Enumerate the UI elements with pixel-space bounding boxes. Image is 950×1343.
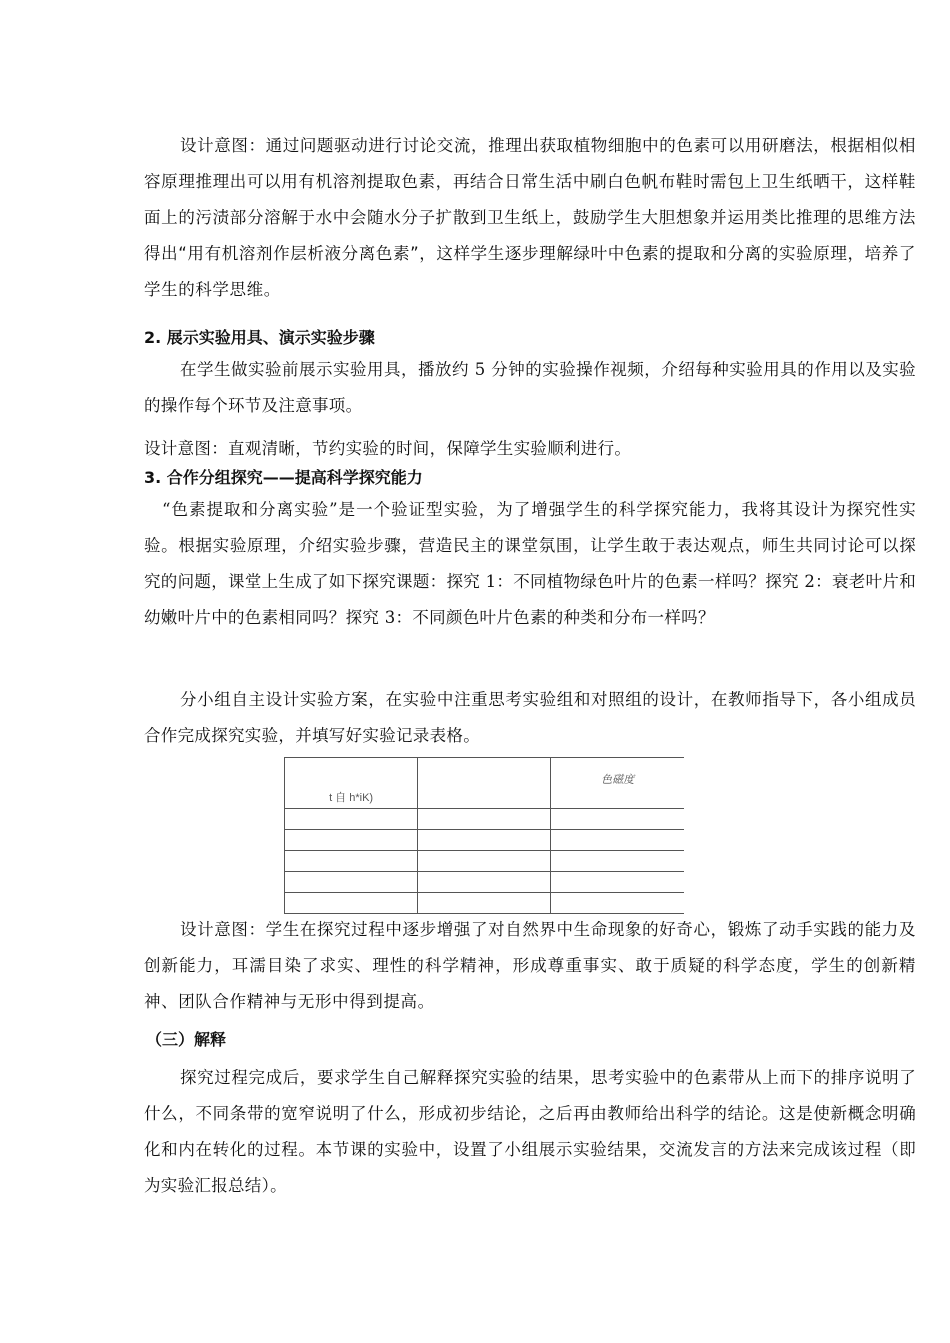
- table-row: [285, 872, 685, 893]
- table-cell: [418, 872, 551, 893]
- table-cell: [551, 809, 684, 830]
- table-cell: [551, 872, 684, 893]
- table-cell: [285, 830, 418, 851]
- table-row: [285, 830, 685, 851]
- section-heading-2: 2. 展示实验用具、演示实验步骤: [144, 328, 375, 347]
- table-row: [285, 809, 685, 830]
- design-intent-paragraph-1: 设计意图：通过问题驱动进行讨论交流，推理出获取植物细胞中的色素可以用研磨法，根据相似相容原理推理出可以用有机溶剂提取色素，再结合日常生活中刷白色帆布鞋时需包上卫生纸晒干，这样鞋面上的污渍部分溶解于水中会随水分子扩散到卫生纸上，鼓励学生大胆想象并运用类比推理的思维方法得出“用有机溶剂作层析液分离色素”，这样学生逐步理解绿叶中色素的提取和分离的实验原理，培养了学生的科学思维。: [144, 136, 916, 299]
- paragraph-group-inquiry: “色素提取和分离实验”是一个验证型实验，为了增强学生的科学探究能力，我将其设计为探究性实验。根据实验原理，介绍实验步骤，营造民主的课堂氛围，让学生敢于表达观点，师生共同讨论可以探究的问题，课堂上生成了如下探究课题：探究 1：不同植物绿色叶片的色素一样吗？探究 2：衰老叶片和幼嫩叶片中的色素相同吗？探究 3：不同颜色叶片色素的种类和分布一样吗？: [144, 500, 916, 627]
- paragraph-explain: 探究过程完成后，要求学生自己解释探究实验的结果，思考实验中的色素带从上而下的排序说明了什么，不同条带的宽窄说明了什么，形成初步结论，之后再由教师给出科学的结论。这是使新概念明确化和内在转化的过程。本节课的实验中，设置了小组展示实验结果，交流发言的方法来完成该过程（即为实验汇报总结）。: [144, 1068, 916, 1195]
- paragraph-show-tools: 在学生做实验前展示实验用具，播放约 5 分钟的实验操作视频，介绍每种实验用具的作用以及实验的操作每个环节及注意事项。: [144, 360, 916, 415]
- table-cell: [551, 893, 684, 914]
- table-cell: [285, 872, 418, 893]
- table-header-row: [285, 758, 685, 809]
- table-cell: [285, 893, 418, 914]
- section-heading-explain: （三）解释: [146, 1030, 227, 1049]
- table-cell: [418, 830, 551, 851]
- table-header-cell: [418, 758, 551, 809]
- table-row: [285, 893, 685, 914]
- table-cell: [285, 809, 418, 830]
- table-cell: [551, 851, 684, 872]
- section-heading-3: 3. 合作分组探究——提高科学探究能力: [144, 468, 423, 487]
- table-header-cell: 色磁度: [551, 758, 684, 809]
- table-cell: [418, 809, 551, 830]
- table-row: [285, 851, 685, 872]
- design-intent-paragraph-2: 设计意图：直观清晰，节约实验的时间，保障学生实验顺利进行。: [144, 439, 632, 458]
- table-cell: [418, 893, 551, 914]
- paragraph-group-plan: 分小组自主设计实验方案，在实验中注重思考实验组和对照组的设计，在教师指导下，各小组成员合作完成探究实验，并填写好实验记录表格。: [144, 690, 916, 745]
- table-cell: [418, 851, 551, 872]
- table-cell: [551, 830, 684, 851]
- table-header-cell: t 自 h*iK): [285, 758, 418, 809]
- experiment-record-table: [284, 757, 684, 914]
- design-intent-paragraph-3: 设计意图：学生在探究过程中逐步增强了对自然界中生命现象的好奇心，锻炼了动手实践的能力及创新能力，耳濡目染了求实、理性的科学精神，形成尊重事实、敢于质疑的科学态度，学生的创新精神、团队合作精神与无形中得到提高。: [144, 920, 916, 1011]
- table-cell: [285, 851, 418, 872]
